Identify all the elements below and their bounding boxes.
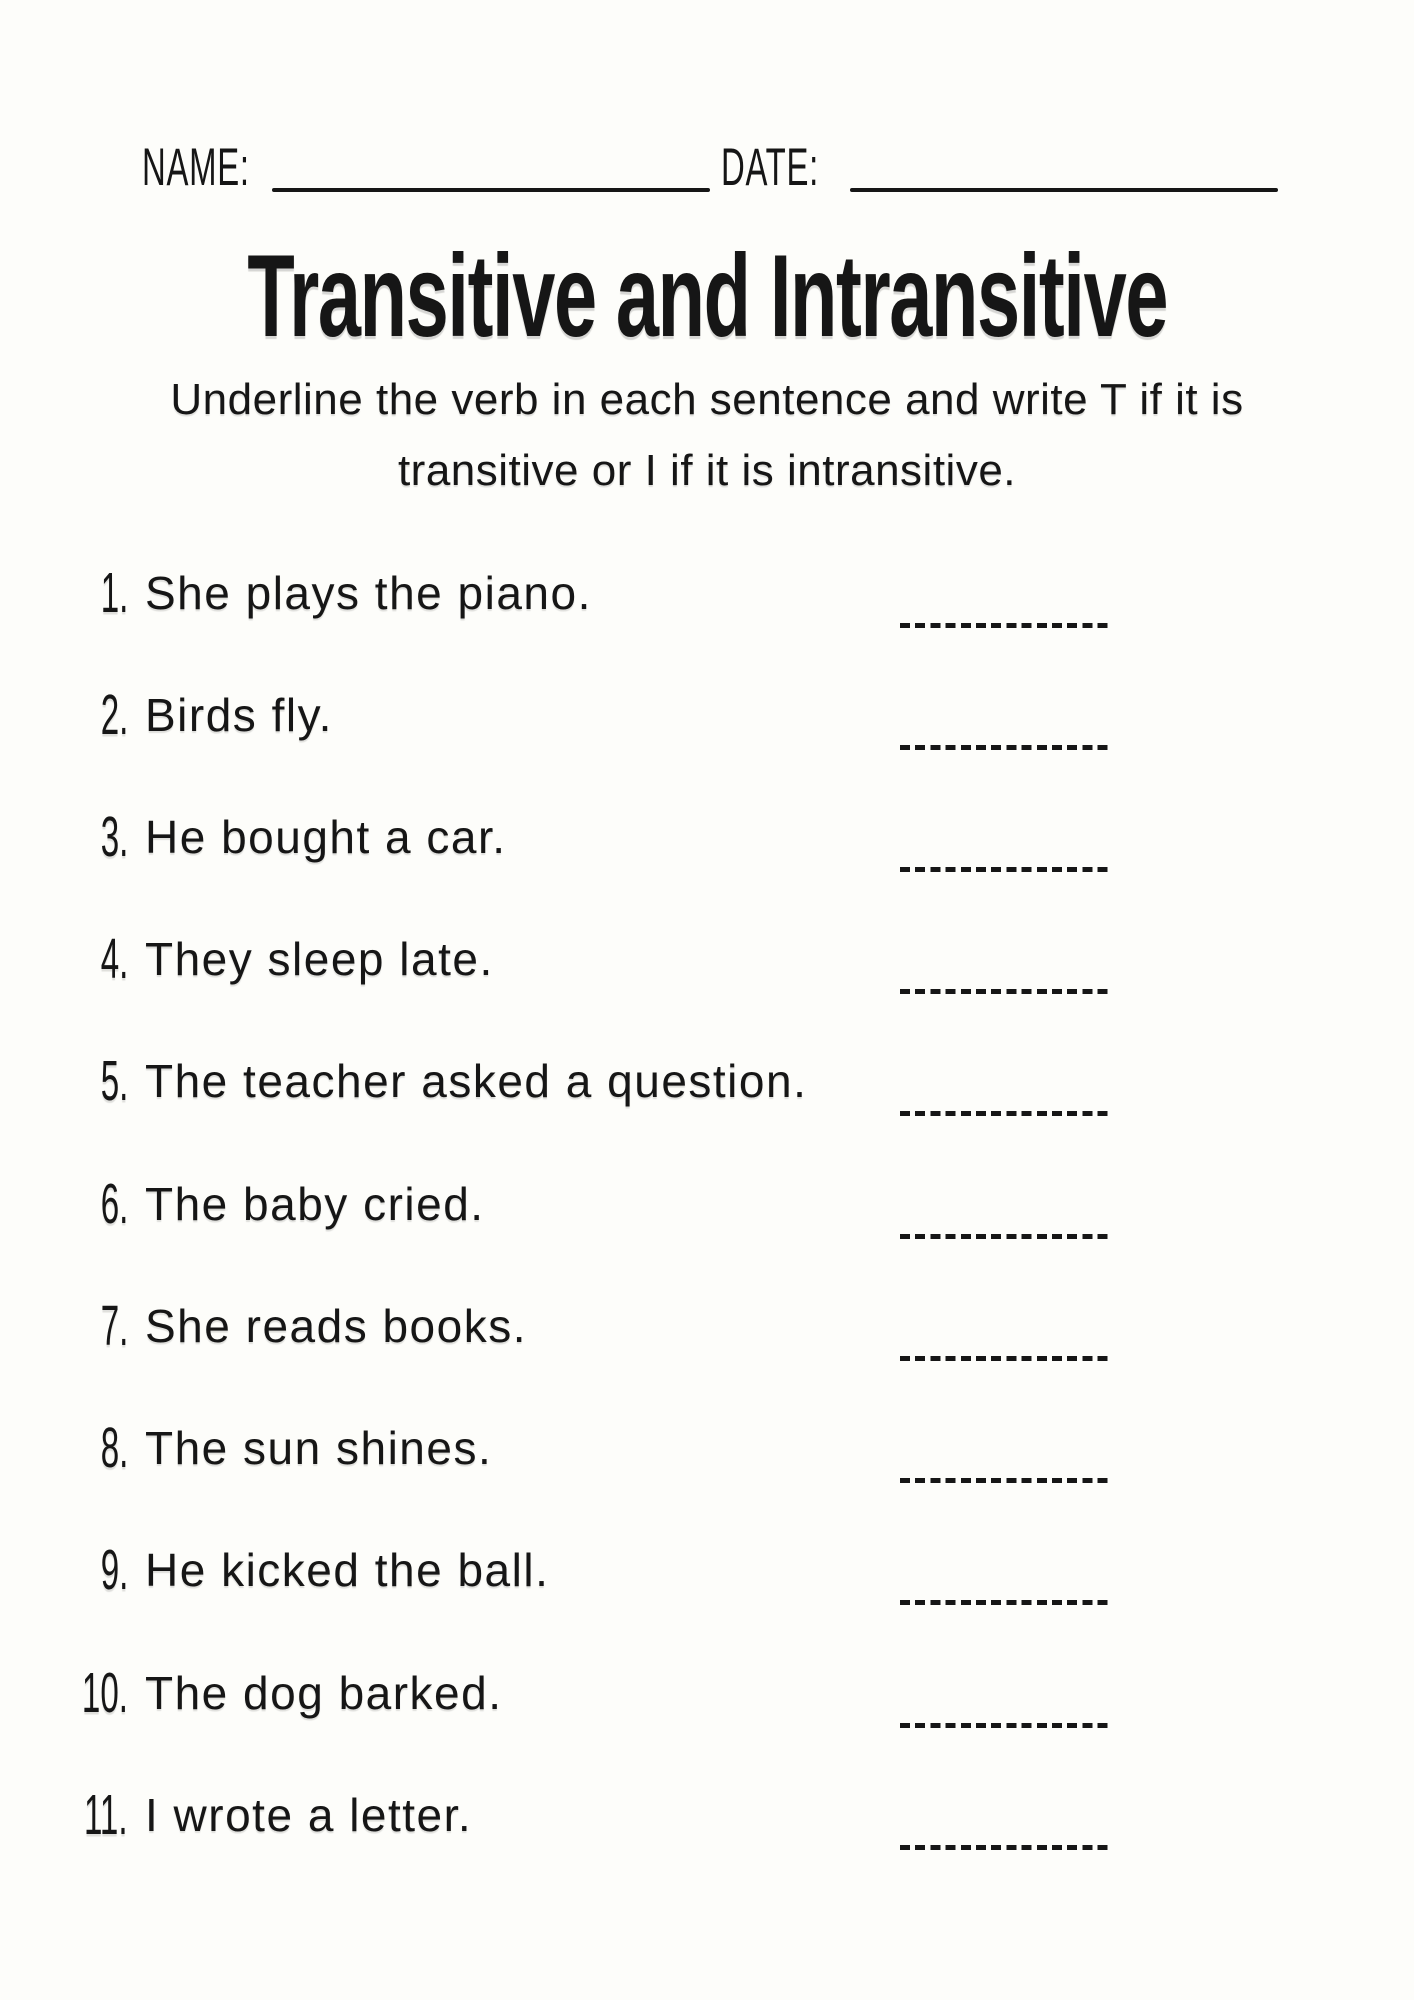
question-number: 8.	[100, 1415, 128, 1480]
answer-blank-1[interactable]	[900, 623, 1113, 628]
question-number: 3.	[100, 804, 128, 869]
answer-blank-5[interactable]	[900, 1111, 1113, 1116]
name-input-line[interactable]	[272, 188, 710, 192]
question-row-5	[0, 1041, 1414, 1121]
date-label	[721, 136, 861, 196]
question-number: 1.	[100, 560, 128, 625]
date-input-line[interactable]	[850, 188, 1278, 192]
question-number: 11.	[84, 1782, 128, 1847]
question-sentence: He bought a car.	[145, 811, 507, 863]
question-row-8	[0, 1408, 1414, 1488]
answer-blank-11[interactable]	[900, 1845, 1113, 1850]
question-sentence: Birds fly.	[145, 689, 333, 741]
instructions-line2: transitive or I if it is intransitive.	[397, 446, 1017, 495]
date-label-text: DATE:	[721, 136, 819, 196]
answer-blank-3[interactable]	[900, 867, 1113, 872]
question-number: 9.	[100, 1537, 128, 1602]
question-sentence: The teacher asked a question.	[145, 1055, 808, 1107]
question-number: 2.	[100, 682, 128, 747]
question-row-1	[0, 553, 1414, 633]
answer-blank-2[interactable]	[900, 745, 1113, 750]
question-row-4	[0, 919, 1414, 999]
question-number: 10.	[81, 1660, 128, 1725]
question-sentence: He kicked the ball.	[145, 1544, 550, 1596]
question-sentence: The dog barked.	[145, 1667, 503, 1719]
question-row-2	[0, 675, 1414, 755]
answer-blank-4[interactable]	[900, 989, 1113, 994]
answer-blank-10[interactable]	[900, 1723, 1113, 1728]
question-number: 6.	[100, 1171, 128, 1236]
question-row-10	[0, 1653, 1414, 1733]
question-row-11	[0, 1775, 1414, 1855]
name-label-text: NAME:	[142, 136, 250, 196]
question-row-7	[0, 1286, 1414, 1366]
question-row-6	[0, 1164, 1414, 1244]
answer-blank-8[interactable]	[900, 1478, 1113, 1483]
question-row-3	[0, 797, 1414, 877]
worksheet-title: Transitive and Intransitive	[247, 230, 1167, 362]
answer-blank-6[interactable]	[900, 1234, 1113, 1239]
question-sentence: They sleep late.	[145, 933, 494, 985]
instructions	[0, 364, 1414, 506]
answer-blank-9[interactable]	[900, 1600, 1113, 1605]
question-number: 4.	[100, 926, 128, 991]
question-sentence: The baby cried.	[145, 1178, 485, 1230]
question-sentence: She reads books.	[145, 1300, 528, 1352]
question-sentence: The sun shines.	[145, 1422, 493, 1474]
title-wrap	[0, 230, 1414, 362]
instructions-line1: Underline the verb in each sentence and write T if it is	[170, 375, 1244, 424]
question-row-9	[0, 1530, 1414, 1610]
question-number: 7.	[100, 1293, 128, 1358]
question-number: 5.	[100, 1048, 128, 1113]
question-sentence: I wrote a letter.	[145, 1789, 473, 1841]
answer-blank-7[interactable]	[900, 1356, 1113, 1361]
question-sentence: She plays the piano.	[145, 567, 592, 619]
